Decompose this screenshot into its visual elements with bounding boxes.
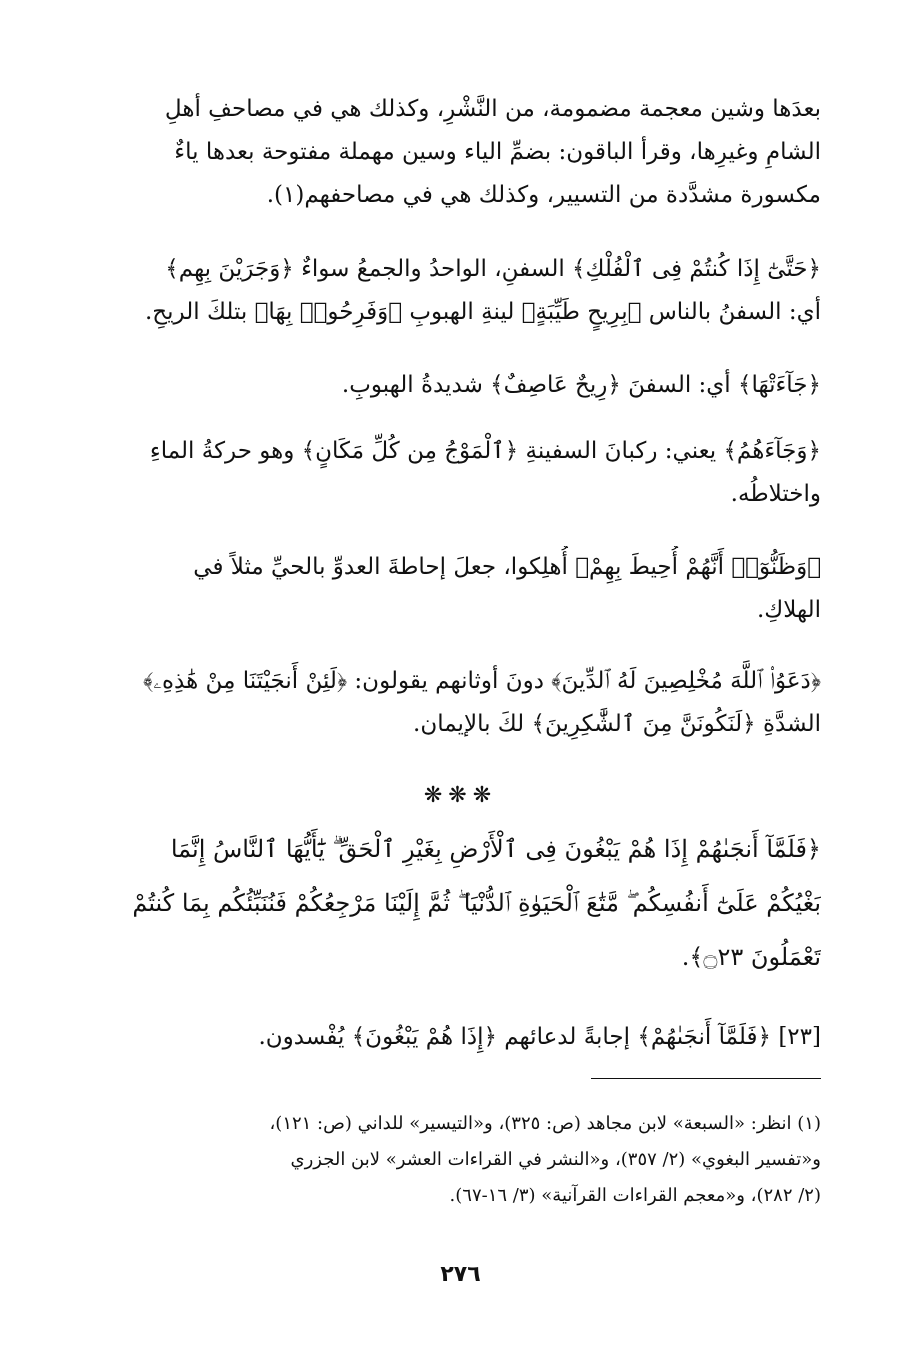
commentary-paragraph-3 [101,364,821,407]
section-separator: ❋❋❋ [423,783,498,808]
page-number: ٢٧٦ [440,1262,481,1287]
commentary-paragraph-1 [101,88,821,217]
footnote-divider [591,1078,821,1079]
commentary-paragraph-6 [101,660,821,746]
quran-verse-block [101,822,821,984]
text-line: واختلاطُه. [730,481,821,507]
text-line: أي: السفنُ بالناس ﴿بِرِيحٍ طَيِّبَةٍ﴾ لينةِ الهبوبِ ﴿وَفَرِحُوا۟ بِهَا﴾ بتلكَ الريحِ. [144,299,821,325]
verse-line: ﴿فَلَمَّآ أَنجَىٰهُمْ إِذَا هُمْ يَبْغُونَ فِى ٱلْأَرْضِ بِغَيْرِ ٱلْحَقِّ ۗ يَٰٓأَيُّهَا ٱلنَّاسُ إِنَّمَا [170,835,821,863]
text-line: الشدَّةِ ﴿لَنَكُونَنَّ مِنَ ٱلشَّٰكِرِينَ﴾ لكَ بالإيمان. [413,711,821,737]
text-line: مكسورة مشدَّدة من التسيير، وكذلك هي في مصاحفهم(١). [266,182,821,208]
text-line: بعدَها وشين معجمة مضمومة، من النَّشْرِ، وكذلك هي في مصاحفِ أهلِ [164,96,821,122]
commentary-paragraph-5 [101,546,821,632]
commentary-paragraph-7 [101,1016,821,1059]
commentary-paragraph-2 [101,248,821,334]
text-line: ﴿وَظَنُّوٓا۟ أَنَّهُمْ أُحِيطَ بِهِمْ﴾ أُهلِكوا، جعلَ إحاطةَ العدوِّ بالحيِّ مثلاً في [193,554,821,580]
verse-line: تَعْمَلُونَ ۝٢٣﴾. [681,943,821,971]
text-line: ﴿جَآءَتْهَا﴾ أي: السفنَ ﴿رِيحٌ عَاصِفٌ﴾ شديدةُ الهبوبِ. [341,372,821,398]
footnote-line: (١) انظر: «السبعة» لابن مجاهد (ص: ٣٢٥)، و«التيسير» للداني (ص: ١٢١)، [269,1113,821,1134]
footnote [101,1106,821,1214]
text-line: ﴿وَجَآءَهُمُ﴾ يعني: ركبانَ السفينةِ ﴿ٱلْمَوْجُ مِن كُلِّ مَكَانٍ﴾ وهو حركةُ الماءِ [149,438,821,464]
commentary-paragraph-4 [101,430,821,516]
text-line: ﴿دَعَوُا۟ ٱللَّهَ مُخْلِصِينَ لَهُ ٱلدِّينَ﴾ دونَ أوثانهم يقولون: ﴿لَئِنْ أَنجَيْتَنَا مِنْ هَٰذِهِۦ﴾ [143,668,821,694]
text-line: ﴿حَتَّىٰٓ إِذَا كُنتُمْ فِى ٱلْفُلْكِ﴾ السفنِ، الواحدُ والجمعُ سواءٌ ﴿وَجَرَيْنَ بِهِم﴾ [165,256,821,282]
footnote-line: و«تفسير البغوي» (٢/ ٣٥٧)، و«النشر في القراءات العشر» لابن الجزري [290,1149,821,1170]
text-line: الشامِ وغيرِها، وقرأ الباقون: بضمِّ الياء وسين مهملة مفتوحة بعدها ياءٌ [174,139,821,165]
text-line: الهلاكِ. [757,597,821,623]
verse-line: بَغْيُكُمْ عَلَىٰٓ أَنفُسِكُم ۖ مَّتَٰعَ ٱلْحَيَوٰةِ ٱلدُّنْيَا ۖ ثُمَّ إِلَيْنَا مَرْجِعُكُمْ فَنُنَبِّئُكُم بِمَا كُنتُمْ [132,889,821,917]
text-line: [٢٣] ﴿فَلَمَّآ أَنجَىٰهُمْ﴾ إجابةً لدعائهم ﴿إِذَا هُمْ يَبْغُونَ﴾ يُفْسدون. [258,1024,821,1050]
footnote-line: (٢/ ٢٨٢)، و«معجم القراءات القرآنية» (٣/ ١٦-٦٧). [449,1185,821,1206]
